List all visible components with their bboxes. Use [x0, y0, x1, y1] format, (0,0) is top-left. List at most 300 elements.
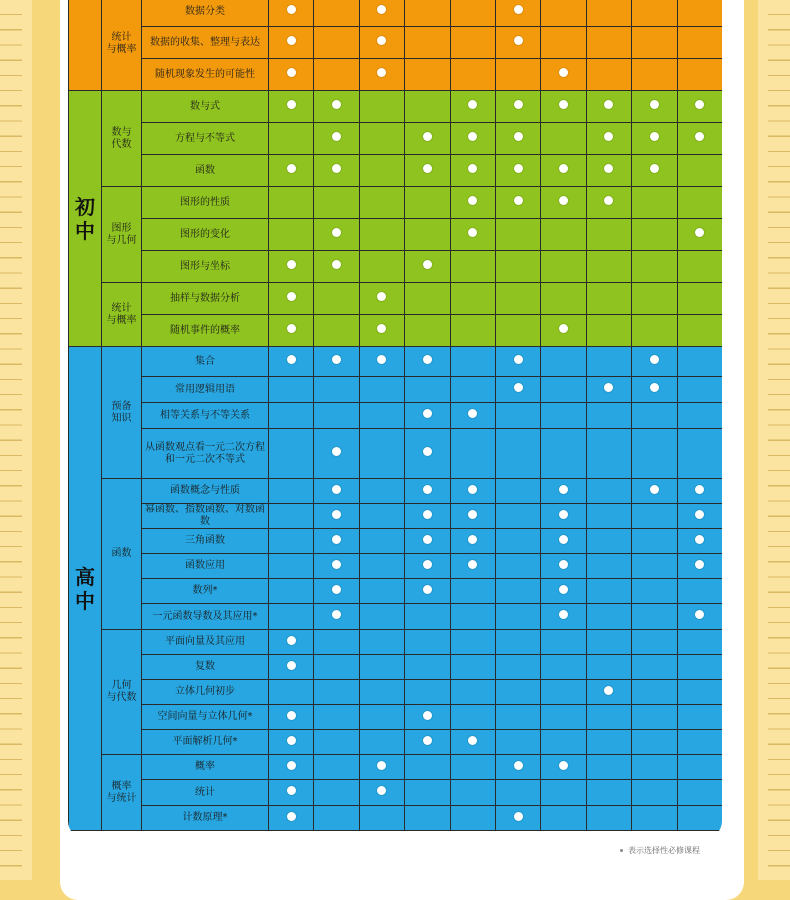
mark-cell: [405, 403, 450, 429]
mark-cell: [450, 655, 495, 680]
mark-cell: [677, 403, 722, 429]
mark-cell: [269, 479, 314, 504]
topic-cell-text: 随机事件的概率: [170, 324, 240, 336]
group-cell: [102, 0, 142, 91]
mark-cell: [269, 0, 314, 27]
mark-cell: [586, 219, 631, 251]
dot-marker-icon: [287, 164, 296, 173]
dot-marker-icon: [514, 383, 523, 392]
mark-cell: [269, 780, 314, 806]
mark-cell: [269, 27, 314, 59]
mark-cell: [677, 91, 722, 123]
mark-cell: [450, 630, 495, 655]
mark-cell: [495, 604, 540, 630]
mark-cell: [314, 554, 359, 579]
mark-cell: [314, 604, 359, 630]
mark-cell: [269, 187, 314, 219]
table-row: [69, 780, 723, 806]
dot-marker-icon: [514, 761, 523, 770]
mark-cell: [405, 219, 450, 251]
mark-cell: [495, 529, 540, 554]
dot-marker-icon: [559, 68, 568, 77]
mark-cell: [495, 251, 540, 283]
mark-cell: [314, 479, 359, 504]
dot-marker-icon: [604, 383, 613, 392]
mark-cell: [677, 479, 722, 504]
topic-cell: [142, 429, 269, 479]
dot-marker-icon: [695, 100, 704, 109]
mark-cell: [359, 579, 404, 604]
mark-cell: [359, 479, 404, 504]
dot-marker-icon: [559, 610, 568, 619]
dot-marker-icon: [559, 761, 568, 770]
dot-marker-icon: [287, 292, 296, 301]
dot-marker-icon: [695, 610, 704, 619]
mark-cell: [586, 579, 631, 604]
mark-cell: [269, 680, 314, 705]
mark-cell: [541, 403, 586, 429]
dot-marker-icon: [332, 260, 341, 269]
mark-cell: [359, 755, 404, 780]
topic-cell: [142, 755, 269, 780]
dot-marker-icon: [332, 535, 341, 544]
table-row: [69, 554, 723, 579]
mark-cell: [677, 755, 722, 780]
mark-cell: [450, 315, 495, 347]
dot-marker-icon: [377, 68, 386, 77]
mark-cell: [450, 123, 495, 155]
mark-cell: [677, 187, 722, 219]
mark-cell: [495, 579, 540, 604]
topic-cell-text: 一元函数导数及其应用*: [152, 610, 258, 622]
dot-marker-icon: [559, 560, 568, 569]
dot-marker-icon: [377, 36, 386, 45]
topic-cell-text: 统计: [195, 786, 215, 798]
topic-cell: [142, 347, 269, 377]
dot-marker-icon: [377, 355, 386, 364]
mark-cell: [405, 347, 450, 377]
group-cell: [102, 283, 142, 347]
dot-marker-icon: [468, 409, 477, 418]
mark-cell: [450, 680, 495, 705]
mark-cell: [632, 730, 677, 755]
mark-cell: [632, 187, 677, 219]
dot-marker-icon: [604, 686, 613, 695]
mark-cell: [269, 403, 314, 429]
dot-marker-icon: [332, 447, 341, 456]
mark-cell: [314, 251, 359, 283]
mark-cell: [541, 780, 586, 806]
mark-cell: [495, 554, 540, 579]
mark-cell: [405, 680, 450, 705]
mark-cell: [405, 123, 450, 155]
mark-cell: [495, 123, 540, 155]
mark-cell: [677, 705, 722, 730]
mark-cell: [314, 59, 359, 91]
mark-cell: [269, 283, 314, 315]
mark-cell: [541, 529, 586, 554]
mark-cell: [359, 59, 404, 91]
dot-marker-icon: [559, 585, 568, 594]
mark-cell: [405, 806, 450, 831]
mark-cell: [677, 780, 722, 806]
topic-cell-text: 数列*: [192, 585, 218, 596]
dot-marker-icon: [559, 100, 568, 109]
group-cell-text: 统计 与概率: [106, 31, 137, 55]
mark-cell: [450, 0, 495, 27]
dot-marker-icon: [604, 196, 613, 205]
mark-cell: [541, 504, 586, 529]
dot-marker-icon: [695, 485, 704, 494]
mark-cell: [586, 730, 631, 755]
mark-cell: [314, 123, 359, 155]
dot-marker-icon: [650, 355, 659, 364]
dot-marker-icon: [559, 196, 568, 205]
mark-cell: [632, 155, 677, 187]
mark-cell: [677, 155, 722, 187]
table-row: [69, 604, 723, 630]
dot-marker-icon: [287, 68, 296, 77]
stage-cell-junior: [69, 91, 102, 347]
dot-marker-icon: [514, 132, 523, 141]
mark-cell: [495, 377, 540, 403]
mark-cell: [541, 251, 586, 283]
mark-cell: [632, 377, 677, 403]
dot-marker-icon: [650, 383, 659, 392]
mark-cell: [541, 187, 586, 219]
group-cell: [102, 347, 142, 479]
mark-cell: [677, 429, 722, 479]
mark-cell: [405, 730, 450, 755]
stage-cell-senior-text: 高中: [75, 564, 95, 613]
dot-marker-icon: [332, 132, 341, 141]
dot-marker-icon: [287, 711, 296, 720]
dot-marker-icon: [468, 228, 477, 237]
dot-marker-icon: [468, 560, 477, 569]
mark-cell: [269, 604, 314, 630]
topic-cell-text: 图形的性质: [180, 196, 230, 208]
mark-cell: [541, 730, 586, 755]
dot-marker-icon: [650, 164, 659, 173]
mark-cell: [586, 655, 631, 680]
mark-cell: [269, 347, 314, 377]
dot-marker-icon: [468, 485, 477, 494]
mark-cell: [314, 755, 359, 780]
mark-cell: [405, 479, 450, 504]
mark-cell: [405, 705, 450, 730]
topic-cell-text: 空间向量与立体几何*: [157, 711, 253, 722]
mark-cell: [359, 251, 404, 283]
mark-cell: [405, 315, 450, 347]
mark-cell: [450, 554, 495, 579]
dot-marker-icon: [332, 585, 341, 594]
mark-cell: [632, 429, 677, 479]
dot-marker-icon: [377, 292, 386, 301]
topic-cell-text: 相等关系与不等关系: [160, 409, 250, 421]
dot-marker-icon: [332, 560, 341, 569]
mark-cell: [359, 91, 404, 123]
mark-cell: [541, 91, 586, 123]
table-row: [69, 347, 723, 377]
mark-cell: [586, 347, 631, 377]
mark-cell: [586, 91, 631, 123]
mark-cell: [632, 0, 677, 27]
mark-cell: [586, 59, 631, 91]
topic-cell: [142, 187, 269, 219]
table-row: [69, 479, 723, 504]
dot-marker-icon: [514, 812, 523, 821]
mark-cell: [632, 604, 677, 630]
table-row: [69, 155, 723, 187]
mark-cell: [450, 347, 495, 377]
topic-cell: [142, 59, 269, 91]
topic-cell-text: 函数: [195, 164, 215, 176]
mark-cell: [314, 579, 359, 604]
mark-cell: [450, 91, 495, 123]
mark-cell: [359, 705, 404, 730]
dot-marker-icon: [332, 510, 341, 519]
dot-marker-icon: [332, 100, 341, 109]
table-row: [69, 91, 723, 123]
mark-cell: [269, 554, 314, 579]
mark-cell: [269, 529, 314, 554]
curriculum-table: [68, 0, 722, 831]
mark-cell: [405, 554, 450, 579]
mark-cell: [541, 219, 586, 251]
mark-cell: [677, 0, 722, 27]
mark-cell: [586, 429, 631, 479]
topic-cell: [142, 806, 269, 831]
mark-cell: [586, 251, 631, 283]
dot-marker-icon: [423, 164, 432, 173]
topic-cell: [142, 251, 269, 283]
dot-marker-icon: [468, 100, 477, 109]
topic-cell-text: 常用逻辑用语: [175, 383, 235, 395]
mark-cell: [677, 579, 722, 604]
dot-marker-icon: [332, 355, 341, 364]
mark-cell: [314, 377, 359, 403]
topic-cell: [142, 219, 269, 251]
dot-marker-icon: [423, 485, 432, 494]
mark-cell: [495, 403, 540, 429]
dot-marker-icon: [423, 736, 432, 745]
mark-cell: [541, 479, 586, 504]
mark-cell: [495, 219, 540, 251]
mark-cell: [541, 579, 586, 604]
mark-cell: [586, 755, 631, 780]
mark-cell: [405, 504, 450, 529]
dot-marker-icon: [559, 324, 568, 333]
mark-cell: [632, 755, 677, 780]
mark-cell: [586, 0, 631, 27]
dot-marker-icon: [559, 164, 568, 173]
dot-marker-icon: [332, 164, 341, 173]
mark-cell: [632, 554, 677, 579]
mark-cell: [632, 705, 677, 730]
dot-marker-icon: [423, 510, 432, 519]
mark-cell: [314, 347, 359, 377]
topic-cell: [142, 403, 269, 429]
mark-cell: [269, 504, 314, 529]
dot-marker-icon: [514, 196, 523, 205]
mark-cell: [359, 123, 404, 155]
table-row: [69, 755, 723, 780]
dot-marker-icon: [559, 535, 568, 544]
mark-cell: [450, 730, 495, 755]
mark-cell: [495, 315, 540, 347]
mark-cell: [314, 187, 359, 219]
mark-cell: [632, 504, 677, 529]
dot-marker-icon: [468, 510, 477, 519]
table-row: [69, 579, 723, 604]
dot-marker-icon: [559, 485, 568, 494]
mark-cell: [632, 27, 677, 59]
mark-cell: [495, 347, 540, 377]
dot-marker-icon: [287, 260, 296, 269]
mark-cell: [269, 377, 314, 403]
footnote-bullet-icon: [620, 849, 623, 852]
topic-cell: [142, 655, 269, 680]
dot-marker-icon: [650, 100, 659, 109]
mark-cell: [586, 705, 631, 730]
mark-cell: [586, 554, 631, 579]
dot-marker-icon: [287, 761, 296, 770]
mark-cell: [269, 806, 314, 831]
mark-cell: [450, 251, 495, 283]
topic-cell: [142, 155, 269, 187]
mark-cell: [541, 604, 586, 630]
mark-cell: [677, 123, 722, 155]
mark-cell: [632, 655, 677, 680]
table-row: [69, 429, 723, 479]
mark-cell: [677, 377, 722, 403]
stage-cell-primary: [69, 0, 102, 91]
dot-marker-icon: [468, 132, 477, 141]
mark-cell: [359, 219, 404, 251]
topic-cell: [142, 680, 269, 705]
mark-cell: [632, 680, 677, 705]
dot-marker-icon: [377, 5, 386, 14]
topic-cell: [142, 283, 269, 315]
mark-cell: [405, 529, 450, 554]
topic-cell-text: 函数应用: [185, 560, 225, 571]
group-cell: [102, 755, 142, 831]
mark-cell: [269, 630, 314, 655]
topic-cell: [142, 705, 269, 730]
group-cell-text: 统计 与概率: [106, 302, 137, 326]
mark-cell: [495, 504, 540, 529]
mark-cell: [450, 187, 495, 219]
dot-marker-icon: [423, 585, 432, 594]
mark-cell: [541, 705, 586, 730]
mark-cell: [405, 755, 450, 780]
mark-cell: [314, 730, 359, 755]
topic-cell: [142, 554, 269, 579]
stage-cell-senior: [69, 347, 102, 831]
mark-cell: [677, 554, 722, 579]
topic-cell-text: 复数: [195, 661, 215, 672]
mark-cell: [586, 123, 631, 155]
topic-cell: [142, 479, 269, 504]
mark-cell: [359, 27, 404, 59]
mark-cell: [541, 155, 586, 187]
dot-marker-icon: [423, 535, 432, 544]
mark-cell: [269, 155, 314, 187]
mark-cell: [677, 347, 722, 377]
mark-cell: [677, 251, 722, 283]
mark-cell: [450, 604, 495, 630]
dot-marker-icon: [287, 5, 296, 14]
dot-marker-icon: [559, 510, 568, 519]
table-row: [69, 0, 723, 27]
mark-cell: [359, 0, 404, 27]
mark-cell: [359, 377, 404, 403]
dot-marker-icon: [650, 132, 659, 141]
mark-cell: [541, 27, 586, 59]
mark-cell: [541, 283, 586, 315]
topic-cell-text: 立体几何初步: [175, 686, 235, 697]
dot-marker-icon: [514, 5, 523, 14]
table-row: [69, 377, 723, 403]
mark-cell: [677, 27, 722, 59]
mark-cell: [314, 155, 359, 187]
topic-cell-text: 计数原理*: [182, 812, 228, 823]
mark-cell: [450, 59, 495, 91]
mark-cell: [541, 123, 586, 155]
mark-cell: [450, 806, 495, 831]
topic-cell: [142, 315, 269, 347]
group-cell-text: 概率 与统计: [106, 780, 137, 804]
topic-cell-text: 数据的收集、整理与表达: [150, 36, 260, 48]
mark-cell: [314, 504, 359, 529]
topic-cell-text: 平面解析几何*: [172, 736, 238, 747]
mark-cell: [586, 630, 631, 655]
mark-cell: [677, 529, 722, 554]
topic-cell: [142, 730, 269, 755]
mark-cell: [495, 705, 540, 730]
mark-cell: [586, 377, 631, 403]
mark-cell: [541, 0, 586, 27]
mark-cell: [586, 155, 631, 187]
mark-cell: [586, 283, 631, 315]
mark-cell: [541, 315, 586, 347]
mark-cell: [359, 155, 404, 187]
topic-cell: [142, 604, 269, 630]
mark-cell: [269, 655, 314, 680]
mark-cell: [677, 806, 722, 831]
mark-cell: [450, 27, 495, 59]
mark-cell: [314, 315, 359, 347]
mark-cell: [632, 347, 677, 377]
mark-cell: [359, 806, 404, 831]
mark-cell: [314, 630, 359, 655]
mark-cell: [586, 187, 631, 219]
mark-cell: [495, 59, 540, 91]
dot-marker-icon: [332, 485, 341, 494]
mark-cell: [632, 780, 677, 806]
mark-cell: [405, 655, 450, 680]
mark-cell: [586, 680, 631, 705]
table-row: [69, 219, 723, 251]
dot-marker-icon: [514, 355, 523, 364]
dot-marker-icon: [695, 228, 704, 237]
mark-cell: [405, 27, 450, 59]
dot-marker-icon: [377, 786, 386, 795]
mark-cell: [495, 155, 540, 187]
mark-cell: [269, 59, 314, 91]
mark-cell: [269, 219, 314, 251]
mark-cell: [586, 504, 631, 529]
